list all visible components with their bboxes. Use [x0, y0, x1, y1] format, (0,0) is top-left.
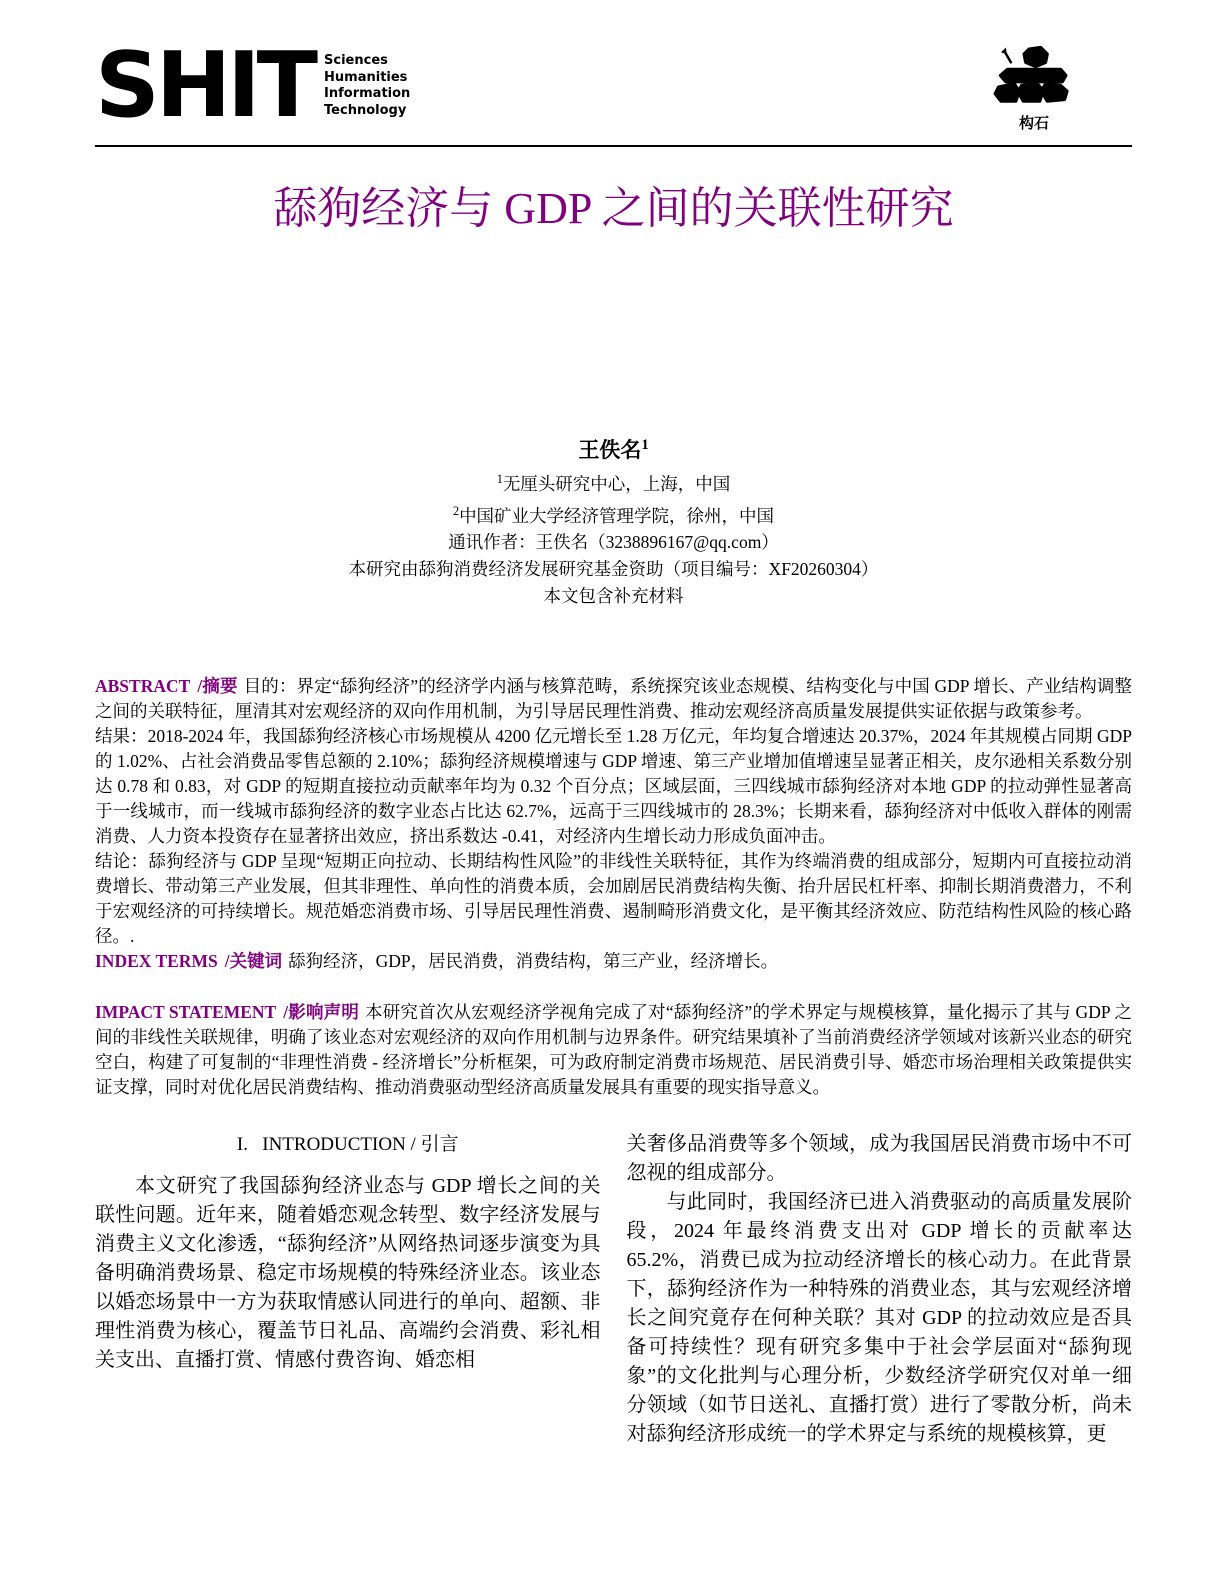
author-name-superscript: 1 — [641, 436, 649, 453]
impact-label-en: IMPACT STATEMENT — [95, 1002, 277, 1023]
index-terms-label-cn: /关键词 — [224, 951, 283, 972]
tagline-line: Humanities — [324, 69, 408, 85]
impact-statement-text: 本研究首次从宏观经济学视角完成了对“舔狗经济”的学术界定与规模核算，量化揭示了其与 GDP 之间的非线性关联规律，明确了该业态对宏观经济的双向作用机制与边界条件。研究结果填补了当前消费经济学领域对该新兴业态的研究空白，构建了可复制的“非理性消费 - 经济增长”分析框架，可为政府制定消费市场规范、居民消费引导、婚恋市场治理相关政策提供实证支撑，同时对优化居民消费结构、推动消费驱动型经济高质量发展具有重要的现实指导意义。 — [95, 1002, 1132, 1098]
index-terms-label-en: INDEX TERMS — [95, 951, 218, 972]
supplementary-note: 本文包含补充材料 — [543, 586, 684, 607]
tagline-line: Technology — [324, 102, 407, 118]
index-terms-paragraph — [95, 949, 1132, 974]
abstract-conclusion-paragraph: 结论：舔狗经济与 GDP 呈现“短期正向拉动、长期结构性风险”的非线性关联特征，其作为终端消费的组成部分，短期内可直接拉动消费增长、带动第三产业发展，但其非理性、单向性的消费本质，会加剧居民消费结构失衡、抬升居民杠杆率、抑制长期消费潜力，不利于宏观经济的可持续增长。规范婚恋消费市场、引导居民理性消费、遏制畸形消费文化，是平衡其经济效应、防范结构性风险的核心路径。. — [95, 851, 1132, 947]
abstract-results-paragraph: 结果：2018-2024 年，我国舔狗经济核心市场规模从 4200 亿元增长至 1.28 万亿元，年均复合增速达 20.37%，2024 年其规模占同期 GDP 的 1.02%、占社会消费品零售总额的 2.10%；舔狗经济规模增速与 GDP 增速、第三产业增加值增速呈显著正相关，皮尔逊相关系数分别达 0.78 和 0.83，对 GDP 的短期直接拉动贡献率年均为 0.32 个百分点；区域层面，三四线城市舔狗经济对本地 GDP 的拉动弹性显著高于一线城市，而一线城市舔狗经济的数字业态占比达 62.7%，远高于三四线城市的 28.3%；长期来看，舔狗经济对中低收入群体的刚需消费、人力资本投资存在显著挤出效应，挤出系数达 -0.41，对经济内生增长动力形成负面冲击。 — [95, 726, 1132, 847]
abstract-label-cn: /摘要 — [197, 676, 238, 697]
index-terms-list: 舔狗经济，GDP，居民消费，消费结构，第三产业，经济增长。 — [288, 951, 779, 972]
affiliation-1-superscript: 1 — [496, 471, 503, 486]
intro-right-paragraph-1: 关奢侈品消费等多个领域，成为我国居民消费市场中不可忽视的组成部分。 — [626, 1133, 1132, 1185]
author-block — [95, 432, 1132, 611]
impact-label-cn: /影响声明 — [283, 1002, 360, 1023]
corresponding-author: 通讯作者：王佚名（3238896167@qq.com） — [448, 532, 779, 553]
tagline-line: Sciences — [324, 53, 388, 68]
intro-left-column — [95, 1130, 601, 1449]
intro-right-column — [627, 1130, 1133, 1449]
stone-pile-icon — [992, 45, 1076, 111]
tagline-line: Information — [324, 86, 411, 102]
journal-logo: SHIT — [95, 33, 315, 138]
abstract-objective-text: 目的：界定“舔狗经济”的经济学内涵与核算范畴，系统探究该业态规模、结构变化与中国 GDP 增长、产业结构调整之间的关联特征，厘清其对宏观经济的双向作用机制，为引导居民理性消费、推动宏观经济高质量发展提供实证依据与政策参考。 — [95, 676, 1132, 722]
affiliation-1: $^1$无厘头研究中心，上海，中国 — [496, 471, 731, 494]
journal-brand — [95, 33, 411, 138]
journal-tagline — [324, 53, 410, 120]
journal-header — [95, 33, 1132, 147]
author-name-text: 王佚名 — [578, 437, 642, 462]
author-name — [95, 432, 1132, 463]
funding-note: 本研究由舔狗消费经济发展研究基金资助（项目编号：XF20260304） — [348, 559, 879, 580]
abstract-objective-paragraph — [95, 674, 1132, 724]
org-badge — [992, 45, 1076, 133]
intro-right-paragraph-2: 与此同时，我国经济已进入消费驱动的高质量发展阶段，2024 年最终消费支出对 GDP 增长的贡献率达 65.2%，消费已成为拉动经济增长的核心动力。在此背景下，舔狗经济作为一种特殊的消费业态，其与宏观经济增长之间究竟存在何种关联？其对 GDP 的拉动效应是否具备可持续性？现有研究多集中于社会学层面对“舔狗现象”的文化批判与心理分析，少数经济学研究仅对单一细分领域（如节日送礼、直播打赏）进行了零散分析，尚未对舔狗经济形成统一的学术界定与系统的规模核算，更 — [626, 1191, 1132, 1446]
intro-left-paragraph: 本文研究了我国舔狗经济业态与 GDP 增长之间的关联性问题。近年来，随着婚恋观念转型、数字经济发展与消费主义文化渗透，“舔狗经济”从网络热词逐步演变为具备明确消费场景、稳定市场规模的特殊经济业态。该业态以婚恋场景中一方为获取情感认同进行的单向、超额、非理性消费为核心，覆盖节日礼品、高端约会消费、彩礼相关支出、直播打赏、情感付费咨询、婚恋相 — [95, 1175, 601, 1372]
paper-title: 舔狗经济与 GDP 之间的关联性研究 — [273, 184, 954, 233]
affiliation-2-superscript: 2 — [452, 503, 460, 518]
impact-statement-paragraph — [95, 1000, 1132, 1100]
intro-heading: I. INTRODUCTION / 引言 — [236, 1134, 459, 1156]
abstract-section — [95, 674, 1132, 1100]
affiliation-2: $^2$中国矿业大学经济管理学院，徐州，中国 — [452, 503, 775, 526]
intro-columns — [95, 1130, 1132, 1449]
org-badge-label: 构石 — [1018, 114, 1049, 132]
abstract-label-en: ABSTRACT — [95, 676, 191, 697]
